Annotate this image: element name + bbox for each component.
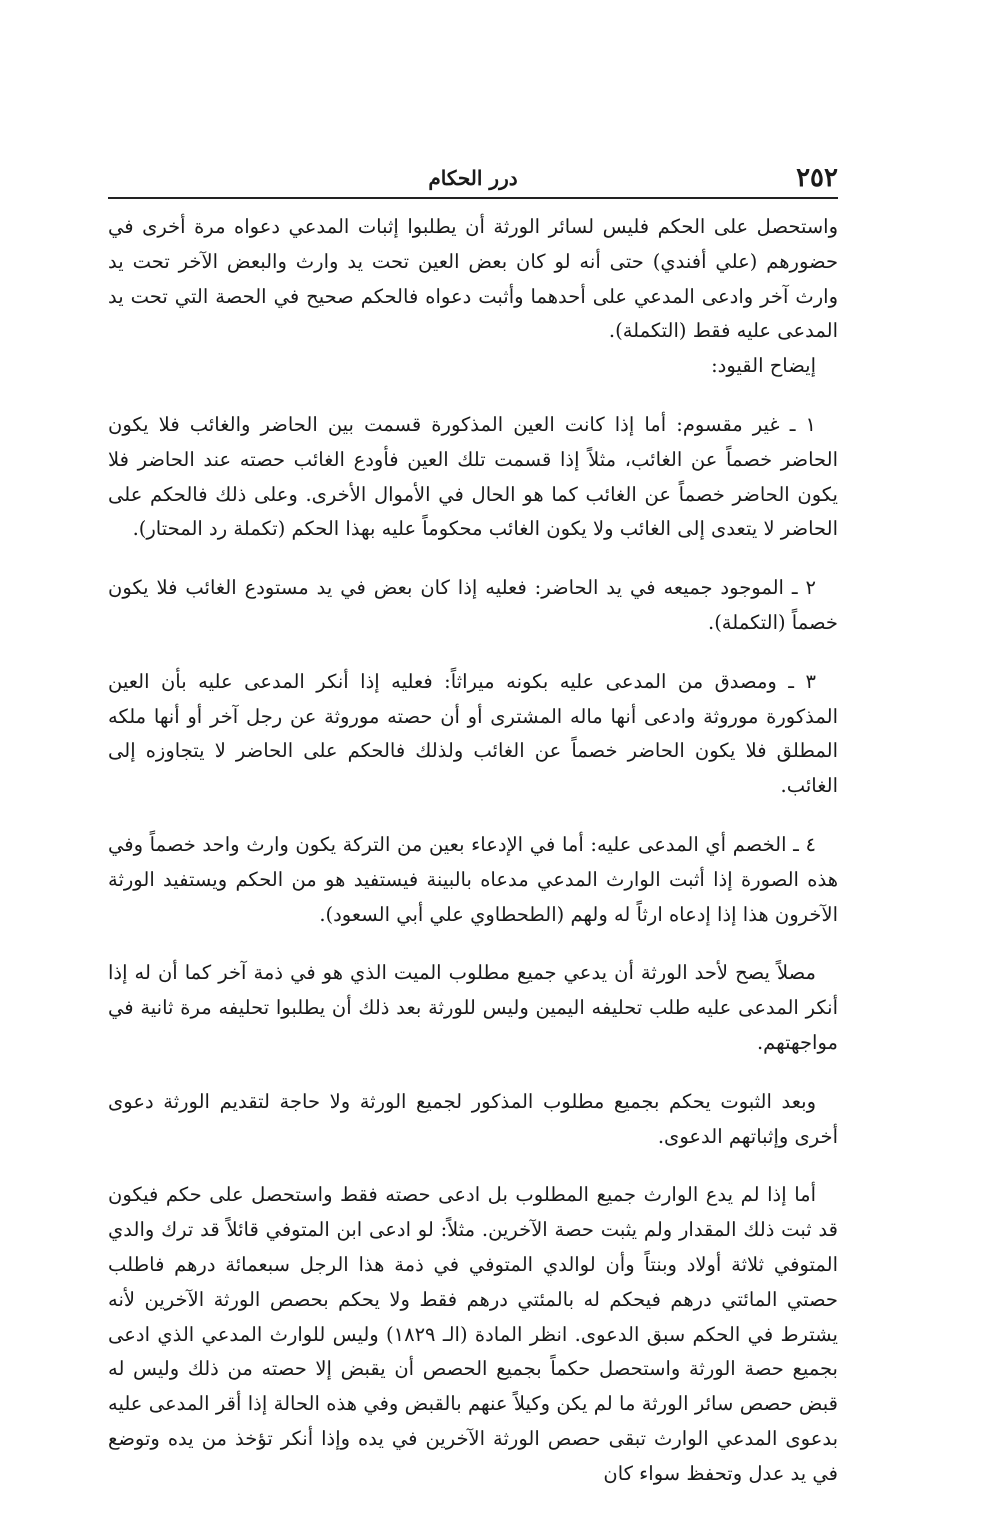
body-text (108, 210, 838, 1492)
paragraph-item-2: ٢ ـ الموجود جميعه في يد الحاضر: فعليه إذا كان بعض في يد مستودع الغائب فلا يكون خصماً (التكملة). (108, 576, 838, 634)
paragraph-continuation: واستحصل على الحكم فليس لسائر الورثة أن يطلبوا إثبات المدعي دعواه مرة أخرى في حضورهم (علي أفندي) حتى أنه لو كان بعض العين تحت يد وارث والبعض الآخر تحت يد وارث آخر وادعى المدعي على أحدهما وأثبت دعواه فالحكم صحيح في الحصة التي تحت يد المدعى عليه فقط (التكملة). (108, 215, 838, 343)
paragraph-item-4: ٤ ـ الخصم أي المدعى عليه: أما في الإدعاء بعين من التركة يكون وارث واحد خصماً وفي هذه الصورة إذا أثبت الوارث المدعي مدعاه بالبينة فيستفيد هو من الحكم ويستفيد الورثة الآخرون هذا إذا إدعاه ارثاً له ولهم (الطحطاوي علي أبي السعود). (108, 832, 838, 926)
paragraph-partial-claim: أما إذا لم يدع الوارث جميع المطلوب بل ادعى حصته فقط واستحصل على حكم فيكون قد ثبت ذلك المقدار ولم يثبت حصة الآخرين. مثلاً: لو ادعى ابن المتوفي قائلاً قد ترك والدي المتوفي ثلاثة أولاد وبنتاً وأن لوالدي المتوفي في ذمة هذا الرجل سبعمائة درهم فاطلب حصتي المائتي درهم فيحكم له بالمئتي درهم فقط ولا يحكم بحصص الورثة الآخرين لأنه يشترط في الحكم سبق الدعوى. انظر المادة (الـ ١٨٢٩) وليس للوارث المدعي الذي ادعى بجميع حصة الورثة واستحصل حكماً بجميع الحصص أن يقبض إلا حصته من ذلك وليس له قبض حصص سائر الورثة ما لم يكن وكيلاً عنهم بالقبض وفي هذه الحالة إذا أقر المدعى عليه بدعوى المدعي الوارث تبقى حصص الورثة الآخرين في يده وإذا أنكر تؤخذ من يده وتوضع في يد عدل وتحفظ سواء كان (108, 1183, 838, 1485)
page-header (108, 162, 838, 198)
running-title: درر الحكام (428, 166, 518, 190)
paragraph-example: مصلاً يصح لأحد الورثة أن يدعي جميع مطلوب الميت الذي هو في ذمة آخر كما أن له إذا أنكر المدعى عليه طلب تحليفه اليمين وليس للورثة بعد ذلك أن يطلبوا تحليفه مرة ثانية في مواجهتهم. (108, 961, 838, 1054)
page-number: ٢٥٢ (796, 163, 838, 193)
header-divider (108, 197, 838, 199)
paragraph-item-3: ٣ ـ ومصدق من المدعى عليه بكونه ميراثاً: فعليه إذا أنكر المدعى عليه بأن العين المذكورة موروثة وادعى أنها ماله المشترى أو أن حصته موروثة عن رجل آخر أو أنها ملكه المطلق فلا يكون الحاضر خصماً عن الغائب ولذلك فالحكم على الحاضر لا يتجاوزه إلى الغائب. (108, 669, 838, 798)
paragraph-after-proof: وبعد الثبوت يحكم بجميع مطلوب المذكور لجميع الورثة ولا حاجة لتقديم الورثة دعوى أخرى وإثباتهم الدعوى. (108, 1089, 838, 1148)
paragraph-item-1: ١ ـ غير مقسوم: أما إذا كانت العين المذكورة قسمت بين الحاضر والغائب فلا يكون الحاضر خصماً عن الغائب، مثلاً إذا قسمت تلك العين فأودع الغائب حصته عند الحاضر فلا يكون الحاضر خصماً عن الغائب كما هو الحال في الأموال الأخرى. وعلى ذلك فالحكم على الحاضر لا يتعدى إلى الغائب ولا يكون الغائب محكوماً عليه بهذا الحكم (تكملة رد المحتار). (108, 412, 838, 541)
section-heading: إيضاح القيود: (711, 354, 816, 378)
